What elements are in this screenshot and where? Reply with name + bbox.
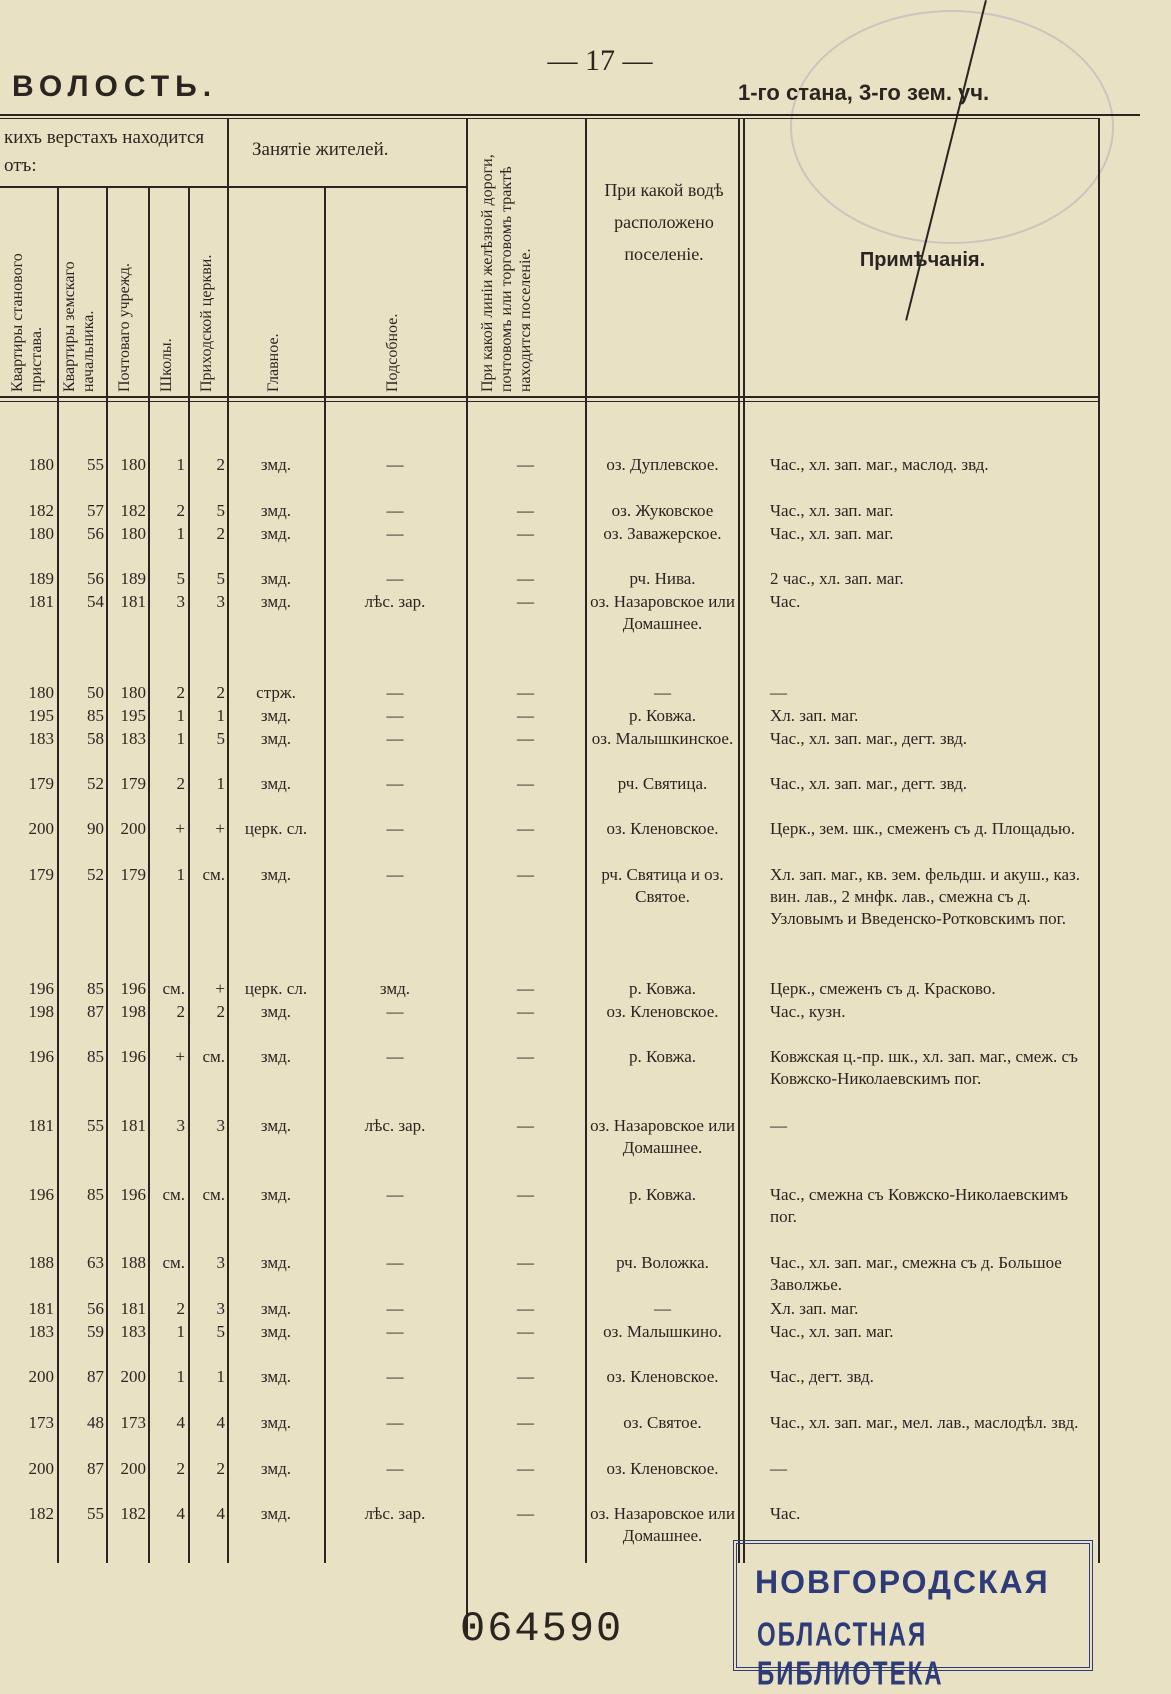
cell-ch: 3	[216, 1299, 225, 1318]
col-header-road: При какой линіи желѣзной дороги, почтовомъ или торговомъ трактѣ находится поселеніе.	[479, 154, 534, 392]
cell-notes: Час.	[770, 592, 801, 611]
cell-notes: —	[770, 683, 787, 702]
cell-stan: 200	[28, 1459, 54, 1478]
cell-main: змд.	[260, 524, 292, 543]
cell-sec: лѣс. зар.	[364, 1116, 426, 1135]
cell-road: —	[517, 1413, 534, 1432]
cell-post: 179	[120, 774, 146, 793]
cell-ch: 2	[216, 1002, 225, 1021]
cell-water: оз. Назаровское или Домашнее.	[590, 1504, 735, 1545]
distance-group-header: кихъ верстахъ находится отъ:	[4, 127, 205, 176]
cell-ch: 5	[216, 729, 225, 748]
cell-main: змд.	[260, 1185, 292, 1204]
cell-road: —	[517, 592, 534, 611]
cell-ch: 3	[216, 1253, 225, 1272]
cell-sec: —	[386, 706, 404, 725]
cell-zem: 63	[87, 1253, 104, 1272]
cell-sec: —	[386, 501, 404, 520]
col-header-school: Школы.	[158, 338, 175, 392]
cell-water: оз. Назаровское или Домашнее.	[590, 1116, 735, 1157]
cell-sec: —	[386, 774, 404, 793]
cell-main: змд.	[260, 1299, 292, 1318]
cell-zem: 56	[87, 1299, 104, 1318]
cell-stan: 183	[28, 1322, 54, 1341]
cell-zem: 85	[87, 1185, 104, 1204]
cell-notes: Час., кузн.	[770, 1002, 846, 1021]
cell-ch: см.	[202, 1047, 225, 1066]
cell-notes: Час., хл. зап. маг.	[770, 524, 894, 543]
cell-sch: 1	[176, 455, 185, 474]
cell-sch: 5	[176, 569, 185, 588]
cell-road: —	[517, 569, 534, 588]
cell-road: —	[517, 865, 534, 884]
cell-sch: 4	[176, 1413, 185, 1432]
cell-water: р. Ковжа.	[628, 1047, 697, 1066]
cell-water: оз. Заважерское.	[603, 524, 722, 543]
cell-sch: 2	[176, 1299, 185, 1318]
cell-stan: 180	[28, 455, 54, 474]
cell-zem: 54	[87, 592, 104, 611]
cell-sch: см.	[162, 979, 185, 998]
col-header-zemsky: Квартиры земскаго начальника.	[61, 261, 97, 392]
cell-sec: —	[386, 1185, 404, 1204]
cell-sec: —	[386, 1413, 404, 1432]
library-stamp	[733, 1540, 1093, 1693]
cell-sec: —	[386, 1253, 404, 1272]
col-header-main: Главное.	[265, 333, 282, 392]
cell-road: —	[517, 1367, 534, 1386]
cell-main: змд.	[260, 729, 292, 748]
cell-zem: 52	[87, 865, 104, 884]
cell-water: р. Ковжа.	[628, 1185, 697, 1204]
cell-post: 180	[120, 455, 146, 474]
cell-zem: 87	[87, 1459, 104, 1478]
cell-ch: 2	[216, 524, 225, 543]
cell-water: р. Ковжа.	[628, 979, 697, 998]
cell-stan: 180	[28, 524, 54, 543]
cell-ch: 5	[216, 1322, 225, 1341]
cell-ch: см.	[202, 1185, 225, 1204]
cell-sch: см.	[162, 1185, 185, 1204]
cell-stan: 181	[28, 592, 54, 611]
cell-post: 183	[120, 1322, 146, 1341]
cell-sch: см.	[162, 1253, 185, 1272]
cell-water: оз. Кленовское.	[606, 1002, 719, 1021]
cell-road: —	[517, 1047, 534, 1066]
cell-notes: Час., хл. зап. маг.	[770, 501, 894, 520]
cell-post: 181	[120, 1116, 146, 1135]
cell-post: 181	[120, 1299, 146, 1318]
cell-zem: 55	[87, 1116, 104, 1135]
header-district: 1-го стана, 3-го зем. уч.	[738, 80, 990, 105]
cell-stan: 181	[28, 1299, 54, 1318]
col-line	[227, 118, 229, 1563]
cell-zem: 87	[87, 1367, 104, 1386]
cell-sch: 2	[176, 1459, 185, 1478]
occupation-group-header: Занятіе жителей.	[252, 139, 389, 160]
cell-main: змд.	[260, 774, 292, 793]
cell-notes: Церк., смеженъ съ д. Красково.	[770, 979, 996, 998]
col-line	[1098, 118, 1100, 1563]
cell-stan: 198	[28, 1002, 54, 1021]
cell-ch: +	[215, 979, 225, 998]
cell-zem: 56	[87, 569, 104, 588]
cell-ch: см.	[202, 865, 225, 884]
cell-road: —	[517, 729, 534, 748]
cell-zem: 85	[87, 979, 104, 998]
cell-sec: —	[386, 1002, 404, 1021]
cell-sec: —	[386, 1367, 404, 1386]
cell-sec: —	[386, 1322, 404, 1341]
col-header-church: Приходской церкви.	[198, 254, 215, 392]
cell-post: 196	[120, 1047, 146, 1066]
cell-notes: Хл. зап. маг.	[770, 1299, 859, 1318]
cell-notes: Хл. зап. маг., кв. зем. фельдш. и акуш., каз. вин. лав., 2 мнфк. лав., смежна съ д. Узловымъ и Введенско-Ротковскимъ пог.	[770, 865, 1080, 928]
cell-post: 181	[120, 592, 146, 611]
cell-sch: 2	[176, 683, 185, 702]
cell-notes: Час., хл. зап. маг., смежна съ д. Большое Заволжье.	[770, 1253, 1062, 1294]
cell-main: змд.	[260, 1002, 292, 1021]
cell-post: 198	[120, 1002, 146, 1021]
cell-sch: 1	[176, 524, 185, 543]
header-bottom-rule-thin	[0, 401, 1098, 402]
col-header-water: При какой водѣ расположено поселеніе.	[604, 180, 724, 264]
cell-sec: —	[386, 1459, 404, 1478]
cell-zem: 52	[87, 774, 104, 793]
cell-ch: +	[215, 819, 225, 838]
cell-water: оз. Кленовское.	[606, 1367, 719, 1386]
cell-road: —	[517, 1002, 534, 1021]
cell-sec: —	[386, 819, 404, 838]
cell-stan: 179	[28, 774, 54, 793]
cell-stan: 179	[28, 865, 54, 884]
cell-road: —	[517, 683, 534, 702]
cell-sch: +	[175, 1047, 185, 1066]
cell-post: 173	[120, 1413, 146, 1432]
cell-road: —	[517, 1459, 534, 1478]
inventory-number: 064590	[460, 1605, 624, 1653]
col-header-post: Почтоваго учрежд.	[116, 263, 133, 392]
stamp-line-2: ОБЛАСТНАЯ БИБЛИОТЕКА	[757, 1616, 944, 1693]
cell-ch: 1	[216, 1367, 225, 1386]
top-rule	[0, 114, 1140, 116]
cell-main: змд.	[260, 455, 292, 474]
cell-stan: 196	[28, 1185, 54, 1204]
cell-main: змд.	[260, 1253, 292, 1272]
cell-zem: 59	[87, 1322, 104, 1341]
cell-sec: —	[386, 1047, 404, 1066]
cell-notes: Час., хл. зап. маг.	[770, 1322, 894, 1341]
cell-post: 200	[120, 1367, 146, 1386]
cell-notes: Час., хл. зап. маг., дегт. звд.	[770, 729, 968, 748]
cell-road: —	[517, 455, 534, 474]
cell-notes: Час., хл. зап. маг., маслод. звд.	[770, 455, 989, 474]
col-header-secondary: Подсобное.	[384, 313, 401, 392]
cell-notes: Час., смежна съ Ковжско-Николаевскимъ пог.	[770, 1185, 1069, 1226]
cell-water: р. Ковжа.	[628, 706, 697, 725]
cell-stan: 200	[28, 1367, 54, 1386]
cell-main: змд.	[260, 592, 292, 611]
cell-water: оз. Святое.	[623, 1413, 702, 1432]
cell-zem: 57	[87, 501, 104, 520]
cell-sch: 1	[176, 706, 185, 725]
group-rule	[0, 186, 466, 188]
cell-post: 200	[120, 819, 146, 838]
cell-main: змд.	[260, 865, 292, 884]
cell-main: змд.	[260, 706, 292, 725]
faded-library-stamp	[790, 10, 1114, 244]
cell-stan: 173	[28, 1413, 54, 1432]
cell-zem: 85	[87, 1047, 104, 1066]
cell-water: оз. Кленовское.	[606, 1459, 719, 1478]
cell-stan: 181	[28, 1116, 54, 1135]
cell-sch: +	[175, 819, 185, 838]
cell-post: 183	[120, 729, 146, 748]
col-header-notes: Примѣчанія.	[859, 249, 986, 271]
cell-post: 195	[120, 706, 146, 725]
cell-stan: 182	[28, 1504, 54, 1523]
cell-sec: лѣс. зар.	[364, 592, 426, 611]
cell-road: —	[517, 706, 534, 725]
cell-sec: —	[386, 569, 404, 588]
col-line	[585, 118, 587, 1563]
cell-road: —	[517, 1116, 534, 1135]
cell-zem: 48	[87, 1413, 104, 1432]
cell-road: —	[517, 979, 534, 998]
cell-zem: 85	[87, 706, 104, 725]
cell-sch: 2	[176, 501, 185, 520]
cell-zem: 50	[87, 683, 104, 702]
cell-post: 182	[120, 501, 146, 520]
cell-water: оз. Кленовское.	[606, 819, 719, 838]
cell-sec: —	[386, 1299, 404, 1318]
cell-water: рч. Нива.	[629, 569, 696, 588]
cell-ch: 2	[216, 455, 225, 474]
cell-sch: 4	[176, 1504, 185, 1523]
cell-water: оз. Назаровское или Домашнее.	[590, 592, 735, 633]
cell-zem: 87	[87, 1002, 104, 1021]
cell-road: —	[517, 1504, 534, 1523]
cell-sec: лѣс. зар.	[364, 1504, 426, 1523]
cell-road: —	[517, 1185, 534, 1204]
cell-road: —	[517, 1322, 534, 1341]
cell-notes: —	[770, 1459, 787, 1478]
cell-notes: Час.	[770, 1504, 801, 1523]
col-line	[743, 118, 745, 1563]
cell-ch: 2	[216, 683, 225, 702]
stamp-line-1: НОВГОРОДСКАЯ	[755, 1564, 1050, 1600]
cell-zem: 58	[87, 729, 104, 748]
cell-sec: —	[386, 683, 404, 702]
cell-notes: Ковжская ц.-пр. шк., хл. зап. маг., смеж. съ Ковжско-Николаевскимъ пог.	[770, 1047, 1078, 1088]
cell-post: 189	[120, 569, 146, 588]
cell-notes: Хл. зап. маг.	[770, 706, 859, 725]
cell-road: —	[517, 1299, 534, 1318]
cell-water: рч. Воложка.	[616, 1253, 709, 1272]
cell-water: оз. Дуплевское.	[606, 455, 719, 474]
cell-water: оз. Малышкинское.	[591, 729, 734, 748]
cell-main: церк. сл.	[244, 979, 308, 998]
cell-post: 200	[120, 1459, 146, 1478]
cell-water: —	[654, 1299, 671, 1318]
cell-main: змд.	[260, 1322, 292, 1341]
cell-post: 180	[120, 683, 146, 702]
cell-notes: —	[770, 1116, 787, 1135]
cell-notes: Церк., зем. шк., смеженъ съ д. Площадью.	[770, 819, 1075, 838]
cell-sch: 1	[176, 729, 185, 748]
cell-water: рч. Святица.	[617, 774, 708, 793]
cell-stan: 195	[28, 706, 54, 725]
cell-main: стрж.	[256, 683, 296, 702]
cell-main: змд.	[260, 1367, 292, 1386]
cell-stan: 180	[28, 683, 54, 702]
cell-post: 179	[120, 865, 146, 884]
cell-main: змд.	[260, 1459, 292, 1478]
cell-main: церк. сл.	[244, 819, 308, 838]
cell-ch: 5	[216, 569, 225, 588]
cell-stan: 188	[28, 1253, 54, 1272]
cell-sch: 3	[176, 592, 185, 611]
cell-sch: 2	[176, 1002, 185, 1021]
cell-notes: Час., дегт. звд.	[770, 1367, 874, 1386]
cell-zem: 90	[87, 819, 104, 838]
cell-notes: Час., хл. зап. маг., дегт. звд.	[770, 774, 968, 793]
cell-road: —	[517, 524, 534, 543]
cell-sch: 1	[176, 865, 185, 884]
header-bottom-rule	[0, 396, 1098, 398]
cell-road: —	[517, 819, 534, 838]
cell-water: рч. Святица и оз. Святое.	[601, 865, 724, 906]
cell-sch: 1	[176, 1322, 185, 1341]
page-number: — 17 —	[547, 44, 653, 77]
cell-ch: 2	[216, 1459, 225, 1478]
cell-stan: 189	[28, 569, 54, 588]
cell-ch: 1	[216, 774, 225, 793]
cell-sec: —	[386, 729, 404, 748]
col-header-stan: Квартиры станового пристава.	[9, 253, 45, 392]
cell-main: змд.	[260, 1504, 292, 1523]
cell-stan: 200	[28, 819, 54, 838]
cell-stan: 183	[28, 729, 54, 748]
cell-ch: 3	[216, 1116, 225, 1135]
cell-sch: 2	[176, 774, 185, 793]
cell-post: 188	[120, 1253, 146, 1272]
cell-post: 182	[120, 1504, 146, 1523]
cell-ch: 4	[216, 1504, 225, 1523]
cell-sch: 1	[176, 1367, 185, 1386]
cell-road: —	[517, 501, 534, 520]
top-rule-thin	[0, 118, 1100, 119]
cell-water: оз. Малышкино.	[603, 1322, 722, 1341]
page-title: ВОЛОСТЬ.	[12, 70, 218, 103]
cell-stan: 182	[28, 501, 54, 520]
cell-sec: —	[386, 455, 404, 474]
cell-road: —	[517, 1253, 534, 1272]
cell-stan: 196	[28, 979, 54, 998]
cell-post: 180	[120, 524, 146, 543]
cell-ch: 4	[216, 1413, 225, 1432]
cell-zem: 56	[87, 524, 104, 543]
cell-road: —	[517, 774, 534, 793]
cell-post: 196	[120, 1185, 146, 1204]
cell-ch: 1	[216, 706, 225, 725]
cell-post: 196	[120, 979, 146, 998]
cell-ch: 5	[216, 501, 225, 520]
cell-sec: змд.	[379, 979, 411, 998]
cell-main: змд.	[260, 1413, 292, 1432]
cell-zem: 55	[87, 455, 104, 474]
cell-main: змд.	[260, 1047, 292, 1066]
cell-notes: Час., хл. зап. маг., мел. лав., маслодѣл. звд.	[770, 1413, 1079, 1432]
cell-sec: —	[386, 865, 404, 884]
cell-ch: 3	[216, 592, 225, 611]
cell-notes: 2 час., хл. зап. маг.	[770, 569, 904, 588]
cell-sec: —	[386, 524, 404, 543]
cell-main: змд.	[260, 501, 292, 520]
col-line	[738, 118, 740, 1563]
cell-water: —	[654, 683, 671, 702]
cell-water: оз. Жуковское	[611, 501, 714, 520]
cell-sch: 3	[176, 1116, 185, 1135]
cell-main: змд.	[260, 1116, 292, 1135]
cell-main: змд.	[260, 569, 292, 588]
cell-stan: 196	[28, 1047, 54, 1066]
cell-zem: 55	[87, 1504, 104, 1523]
